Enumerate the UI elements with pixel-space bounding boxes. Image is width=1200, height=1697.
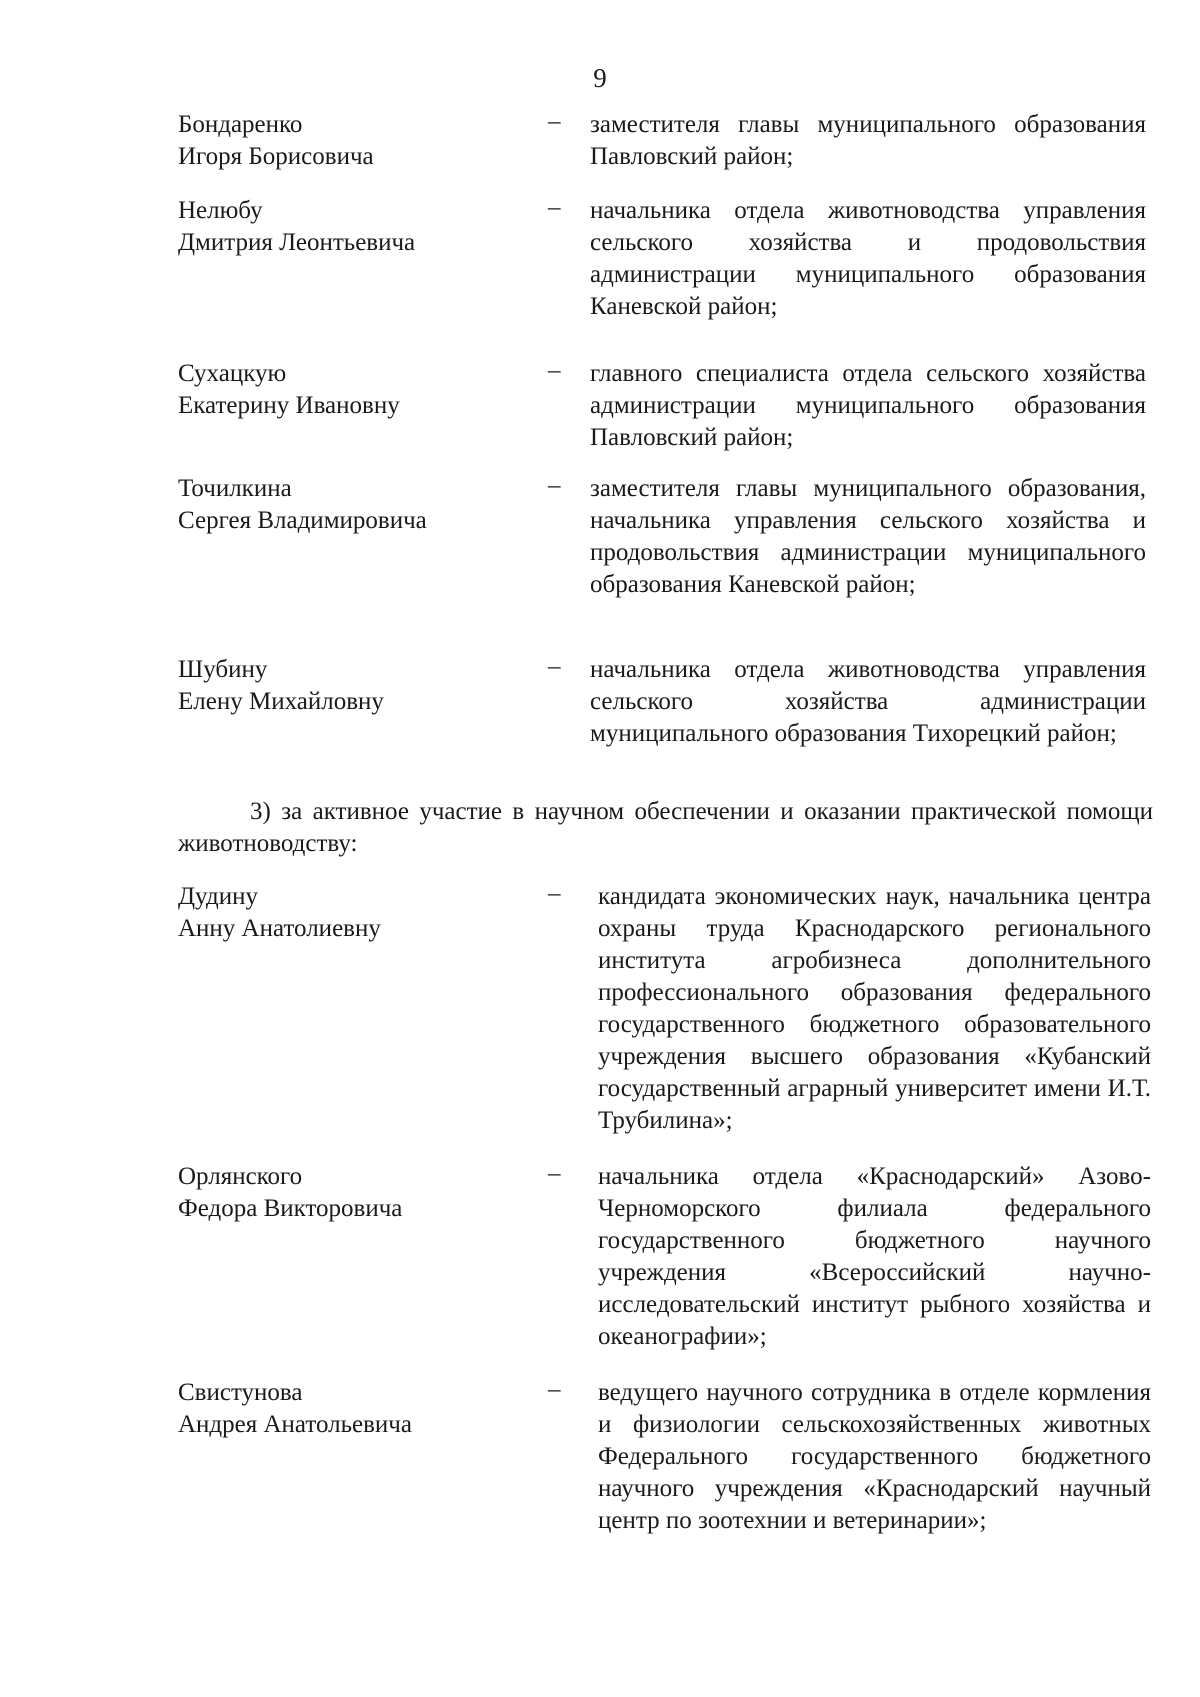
person-surname: Дудину xyxy=(178,883,258,910)
person-position: начальника отдела «Краснодарский» Азово-Черноморского филиала федерального государственного бюджетного научного учреждения «Всероссийский научно-исследовательский институт рыбного хозяйства и океанографии»; xyxy=(598,1163,1151,1350)
person-position: кандидата экономических наук, начальника центра охраны труда Краснодарского регионального института агробизнеса дополнительного профессионального образования федерального государственного бюджетного образовательного учреждения высшего образования «Кубанский государственный аграрный университет имени И.Т. Трубилина»; xyxy=(598,883,1151,1134)
person-name xyxy=(178,1161,538,1225)
dash-separator: – xyxy=(548,1376,561,1403)
dash-separator: – xyxy=(548,880,561,907)
section-heading: 3) за активное участие в научном обеспечении и оказании практической помощи животноводству: xyxy=(178,798,1153,857)
person-position: начальника отдела животноводства управления сельского хозяйства администрации муниципального образования Тихорецкий район; xyxy=(590,656,1146,747)
dash-separator: – xyxy=(548,472,561,499)
dash-separator: – xyxy=(548,1160,561,1187)
person-name xyxy=(178,1377,538,1441)
person-name xyxy=(178,109,538,173)
person-surname: Шубину xyxy=(178,656,268,683)
person-given-name: Федора Викторовича xyxy=(178,1195,403,1222)
person-position: заместителя главы муниципального образования Павловский район; xyxy=(590,111,1146,170)
person-given-name: Андрея Анатольевича xyxy=(178,1411,412,1438)
person-name xyxy=(178,473,538,537)
person-given-name: Сергея Владимировича xyxy=(178,507,427,534)
dash-separator: – xyxy=(548,357,561,384)
person-surname: Бондаренко xyxy=(178,111,303,138)
person-name xyxy=(178,654,538,718)
dash-separator: – xyxy=(548,108,561,135)
person-name xyxy=(178,881,538,945)
person-position: начальника отдела животноводства управления сельского хозяйства и продовольствия администрации муниципального образования Каневской район; xyxy=(590,197,1146,320)
dash-separator: – xyxy=(548,194,561,221)
person-given-name: Игоря Борисовича xyxy=(178,143,374,170)
person-position: заместителя главы муниципального образования, начальника управления сельского хозяйства и продовольствия администрации муниципального образования Каневской район; xyxy=(590,475,1146,598)
person-given-name: Анну Анатолиевну xyxy=(178,915,381,942)
person-surname: Сухацкую xyxy=(178,360,287,387)
person-name xyxy=(178,195,538,259)
person-position: главного специалиста отдела сельского хозяйства администрации муниципального образования Павловский район; xyxy=(590,360,1146,451)
person-surname: Свистунова xyxy=(178,1379,303,1406)
person-surname: Нелюбу xyxy=(178,197,263,224)
dash-separator: – xyxy=(548,653,561,680)
person-name xyxy=(178,358,538,422)
person-surname: Орлянского xyxy=(178,1163,303,1190)
page-number: 9 xyxy=(593,63,607,93)
person-position: ведущего научного сотрудника в отделе кормления и физиологии сельскохозяйственных животных Федерального государственного бюджетного научного учреждения «Краснодарский научный центр по зоотехнии и ветеринарии»; xyxy=(598,1379,1151,1534)
person-given-name: Елену Михайловну xyxy=(178,688,384,715)
person-given-name: Екатерину Ивановну xyxy=(178,392,400,419)
person-surname: Точилкина xyxy=(178,475,292,502)
person-given-name: Дмитрия Леонтьевича xyxy=(178,229,416,256)
